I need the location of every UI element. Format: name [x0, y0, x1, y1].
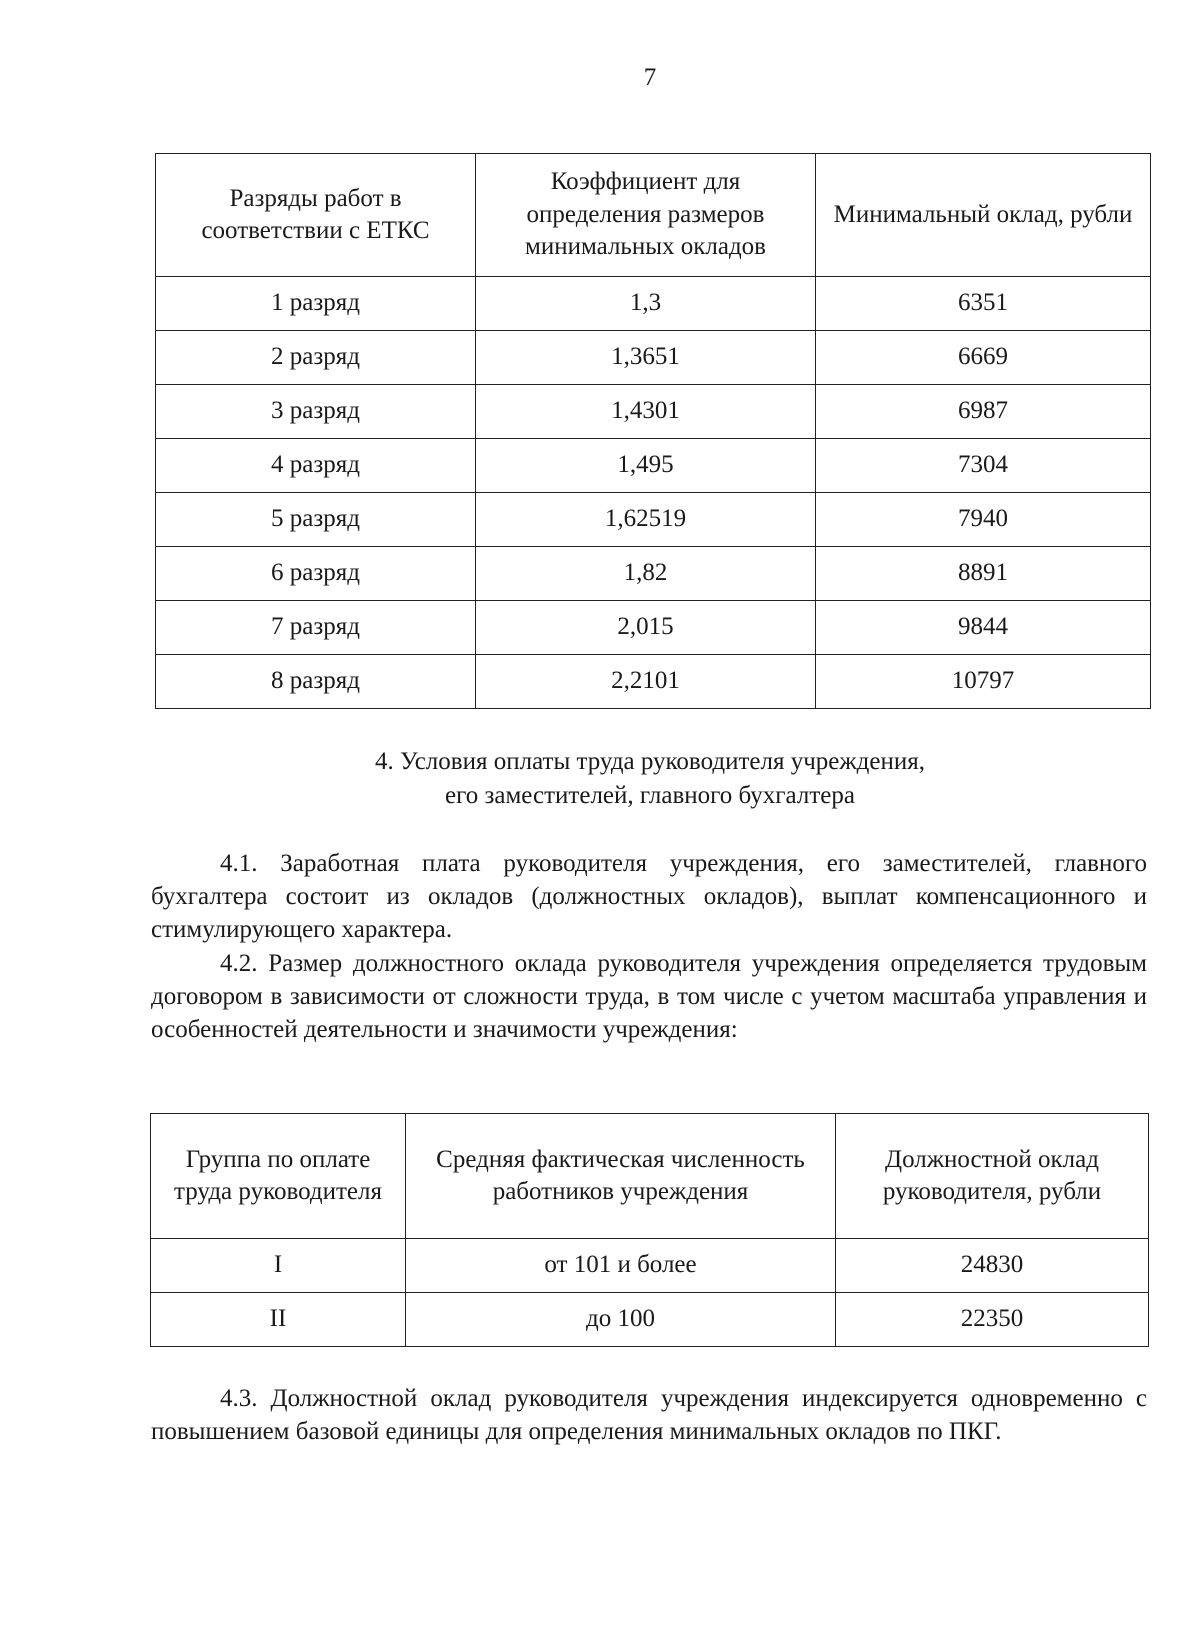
- head-salary-cell: 24830: [836, 1239, 1149, 1293]
- section-title: [0, 745, 1200, 813]
- table-row: [156, 547, 1151, 601]
- grade-cell: 1 разряд: [156, 277, 476, 331]
- page-number: 7: [643, 64, 657, 91]
- column-header-min-salary: Минимальный оклад, рубли: [816, 154, 1151, 277]
- staff-count-cell: от 101 и более: [406, 1239, 836, 1293]
- table-row: [156, 277, 1151, 331]
- column-header-staff-count: Средняя фактическая численность работников учреждения: [406, 1114, 836, 1239]
- min-salary-cell: 6987: [816, 385, 1151, 439]
- table-row: [151, 1239, 1149, 1293]
- coefficient-cell: 1,3: [476, 277, 816, 331]
- min-salary-cell: 10797: [816, 655, 1151, 709]
- grade-cell: 4 разряд: [156, 439, 476, 493]
- coefficient-cell: 1,82: [476, 547, 816, 601]
- min-salary-cell: 7940: [816, 493, 1151, 547]
- min-salary-cell: 6669: [816, 331, 1151, 385]
- coefficient-cell: 2,2101: [476, 655, 816, 709]
- table-header-row: [156, 154, 1151, 277]
- coefficient-cell: 1,3651: [476, 331, 816, 385]
- min-salary-cell: 8891: [816, 547, 1151, 601]
- section-title-line-1: 4. Условия оплаты труда руководителя учреждения,: [375, 748, 925, 775]
- table-row: [156, 385, 1151, 439]
- column-header-head-salary: Должностной оклад руководителя, рубли: [836, 1114, 1149, 1239]
- column-header-grade: Разряды работ в соответствии с ЕТКС: [156, 154, 476, 277]
- min-salary-cell: 9844: [816, 601, 1151, 655]
- column-header-pay-group: Группа по оплате труда руководителя: [151, 1114, 406, 1239]
- pay-group-cell: I: [151, 1239, 406, 1293]
- coefficient-cell: 2,015: [476, 601, 816, 655]
- grade-cell: 7 разряд: [156, 601, 476, 655]
- pay-group-cell: II: [151, 1293, 406, 1347]
- coefficient-cell: 1,495: [476, 439, 816, 493]
- grade-cell: 3 разряд: [156, 385, 476, 439]
- paragraph-4-3: 4.3. Должностной оклад руководителя учреждения индексируется одновременно с повышением базовой единицы для определения минимальных окладов по ПКГ.: [151, 1385, 1147, 1445]
- table-row: [156, 331, 1151, 385]
- grade-cell: 5 разряд: [156, 493, 476, 547]
- staff-count-cell: до 100: [406, 1293, 836, 1347]
- coefficient-cell: 1,62519: [476, 493, 816, 547]
- coefficient-cell: 1,4301: [476, 385, 816, 439]
- paragraph-4-2: 4.2. Размер должностного оклада руководителя учреждения определяется трудовым договором в зависимости от сложности труда, в том числе с учетом масштаба управления и особенностей деятельности и значимости учреждения:: [151, 950, 1147, 1043]
- head-salary-cell: 22350: [836, 1293, 1149, 1347]
- table-row: [151, 1293, 1149, 1347]
- grades-salary-table: [155, 153, 1151, 709]
- paragraph-4-1: 4.1. Заработная плата руководителя учреждения, его заместителей, главного бухгалтера состоит из окладов (должностных окладов), выплат компенсационного и стимулирующего характера.: [151, 850, 1147, 943]
- grade-cell: 6 разряд: [156, 547, 476, 601]
- table-row: [156, 439, 1151, 493]
- section-title-line-2: его заместителей, главного бухгалтера: [445, 781, 855, 809]
- table-row: [156, 493, 1151, 547]
- table-row: [156, 655, 1151, 709]
- head-salary-table: [150, 1113, 1149, 1347]
- grade-cell: 8 разряд: [156, 655, 476, 709]
- table-header-row: [151, 1114, 1149, 1239]
- column-header-coefficient: Коэффициент для определения размеров минимальных окладов: [476, 154, 816, 277]
- grade-cell: 2 разряд: [156, 331, 476, 385]
- min-salary-cell: 7304: [816, 439, 1151, 493]
- table-row: [156, 601, 1151, 655]
- min-salary-cell: 6351: [816, 277, 1151, 331]
